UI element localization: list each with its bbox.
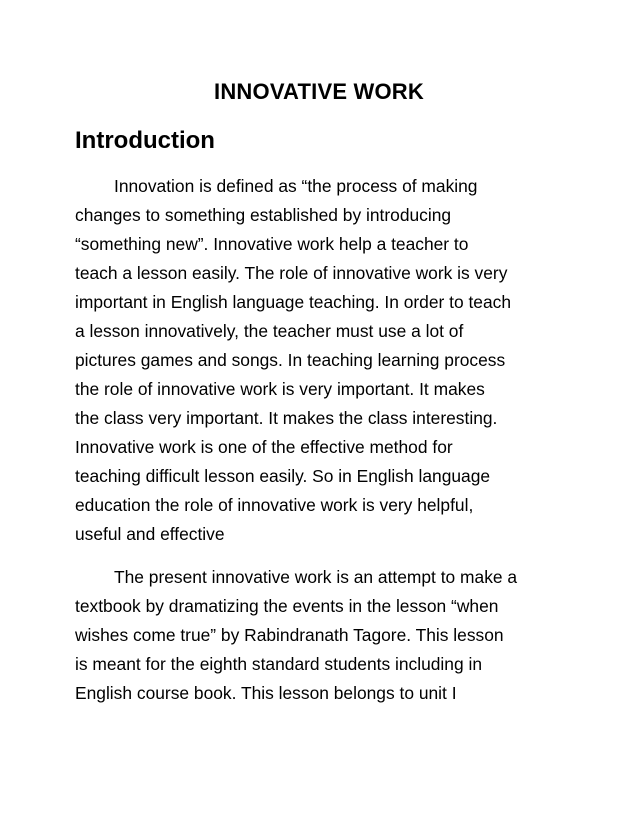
- paragraph-line: English course book. This lesson belongs to unit I: [75, 683, 457, 703]
- section-heading: Introduction: [75, 127, 215, 154]
- paragraph-line: a lesson innovatively, the teacher must use a lot of: [75, 321, 464, 341]
- paragraph-line: teaching difficult lesson easily. So in English language: [75, 466, 491, 486]
- paragraph-line: textbook by dramatizing the events in the lesson “when: [75, 596, 499, 616]
- paragraph-line: “something new”. Innovative work help a teacher to: [75, 234, 469, 254]
- paragraph-line: changes to something established by introducing: [75, 205, 452, 225]
- paragraph-line: Innovative work is one of the effective method for: [75, 437, 453, 457]
- intro-paragraph-1: [75, 172, 575, 549]
- paragraph-line: the class very important. It makes the class interesting.: [75, 408, 498, 428]
- paragraph-line: important in English language teaching. In order to teach: [75, 292, 512, 312]
- paragraph-line: education the role of innovative work is very helpful,: [75, 495, 474, 515]
- paragraph-line: wishes come true” by Rabindranath Tagore. This lesson: [75, 625, 504, 645]
- paragraph-line: teach a lesson easily. The role of innovative work is very: [75, 263, 508, 283]
- paragraph-line: useful and effective: [75, 524, 225, 544]
- paragraph-line: the role of innovative work is very important. It makes: [75, 379, 485, 399]
- paragraph-line: pictures games and songs. In teaching learning process: [75, 350, 506, 370]
- intro-paragraph-2: [75, 563, 575, 708]
- paragraph-line: The present innovative work is an attempt to make a: [114, 567, 518, 587]
- paragraph-line: Innovation is defined as “the process of making: [114, 176, 478, 196]
- document-title: INNOVATIVE WORK: [214, 79, 424, 104]
- paragraph-line: is meant for the eighth standard students including in: [75, 654, 482, 674]
